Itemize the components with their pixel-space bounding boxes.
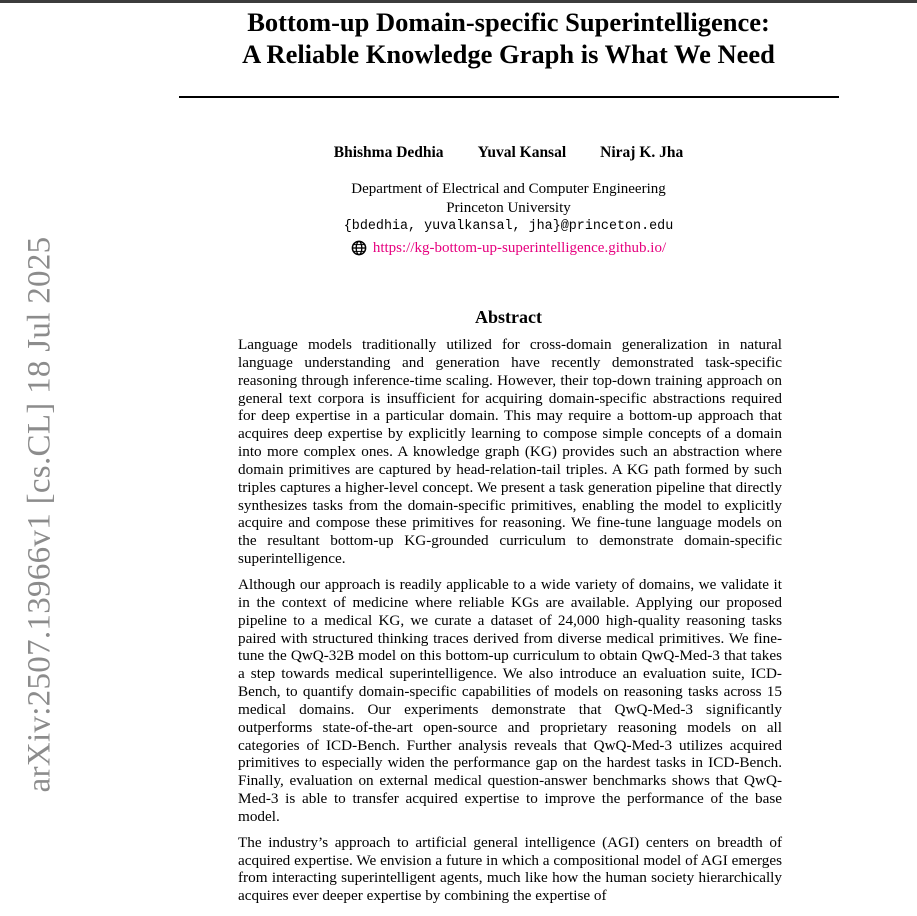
author-name: Yuval Kansal: [477, 144, 567, 161]
arxiv-watermark: [20, 214, 60, 814]
abstract-body: [238, 336, 782, 913]
affiliation: [200, 180, 817, 218]
title-divider: [179, 96, 839, 98]
department: Department of Electrical and Computer Engineering: [351, 181, 666, 197]
author-name: Bhishma Dedhia: [333, 144, 444, 161]
author-list: [200, 143, 817, 163]
abstract-paragraph: The industry’s approach to artificial general intelligence (AGI) centers on breadth of acquired expertise. We envision a future in which a compositional model of AGI emerges from interacting superintelligent agents, much like how the human society hierarchically acquires ever deeper expertise by combining the expertise of: [238, 833, 782, 905]
paper-title: [170, 6, 847, 70]
title-line-2: A Reliable Knowledge Graph is What We Need: [242, 39, 775, 69]
title-line-1: Bottom-up Domain-specific Superintelligence:: [247, 7, 770, 37]
arxiv-id: arXiv:2507.13966v1 [cs.CL] 18 Jul 2025: [21, 236, 58, 792]
project-url-link[interactable]: https://kg-bottom-up-superintelligence.github.io/: [372, 240, 667, 256]
author-name: Niraj K. Jha: [600, 144, 684, 161]
globe-icon: [351, 240, 367, 256]
abstract-paragraph: Language models traditionally utilized for cross-domain generalization in natural language understanding and generation have recently demonstrated task-specific reasoning through inference-time scaling. However, their top-down training approach on general text corpora is insufficient for acquiring domain-specific abstractions required for deep expertise in a particular domain. This may require a bottom-up approach that acquires deep expertise by explicitly learning to compose simple concepts of a domain into more complex ones. A knowledge graph (KG) provides such an abstraction where domain primitives are captured by head-relation-tail triples. A KG path formed by such triples captures a higher-level concept. We present a task generation pipeline that directly synthesizes tasks from the domain-specific primitives, enabling the model to explicitly acquire and compose these primitives for reasoning. We fine-tune language models on the resultant bottom-up KG-grounded curriculum to demonstrate domain-specific superintelligence.: [238, 336, 782, 568]
abstract-heading: Abstract: [475, 307, 542, 327]
university: Princeton University: [446, 200, 571, 216]
top-border: [0, 0, 917, 3]
author-emails: {bdedhia, yuvalkansal, jha}@princeton.edu: [343, 219, 674, 234]
project-link-row: [200, 238, 817, 258]
abstract-paragraph: Although our approach is readily applicable to a wide variety of domains, we validate it in the context of medicine where reliable KGs are available. Applying our proposed pipeline to a medical KG, we curate a dataset of 24,000 high-quality reasoning tasks paired with structured thinking traces derived from diverse medical primitives. We fine-tune the QwQ-32B model on this bottom-up curriculum to obtain QwQ-Med-3 that takes a step towards medical superintelligence. We also introduce an evaluation suite, ICD-Bench, to quantify domain-specific capabilities of models on reasoning tasks across 15 medical domains. Our experiments demonstrate that QwQ-Med-3 significantly outperforms state-of-the-art open-source and proprietary reasoning models on all categories of ICD-Bench. Further analysis reveals that QwQ-Med-3 utilizes acquired primitives to especially widen the performance gap on the hardest tasks in ICD-Bench. Finally, evaluation on external medical question-answer benchmarks shows that QwQ-Med-3 is able to transfer acquired expertise to improve the performance of the base model.: [238, 575, 782, 825]
